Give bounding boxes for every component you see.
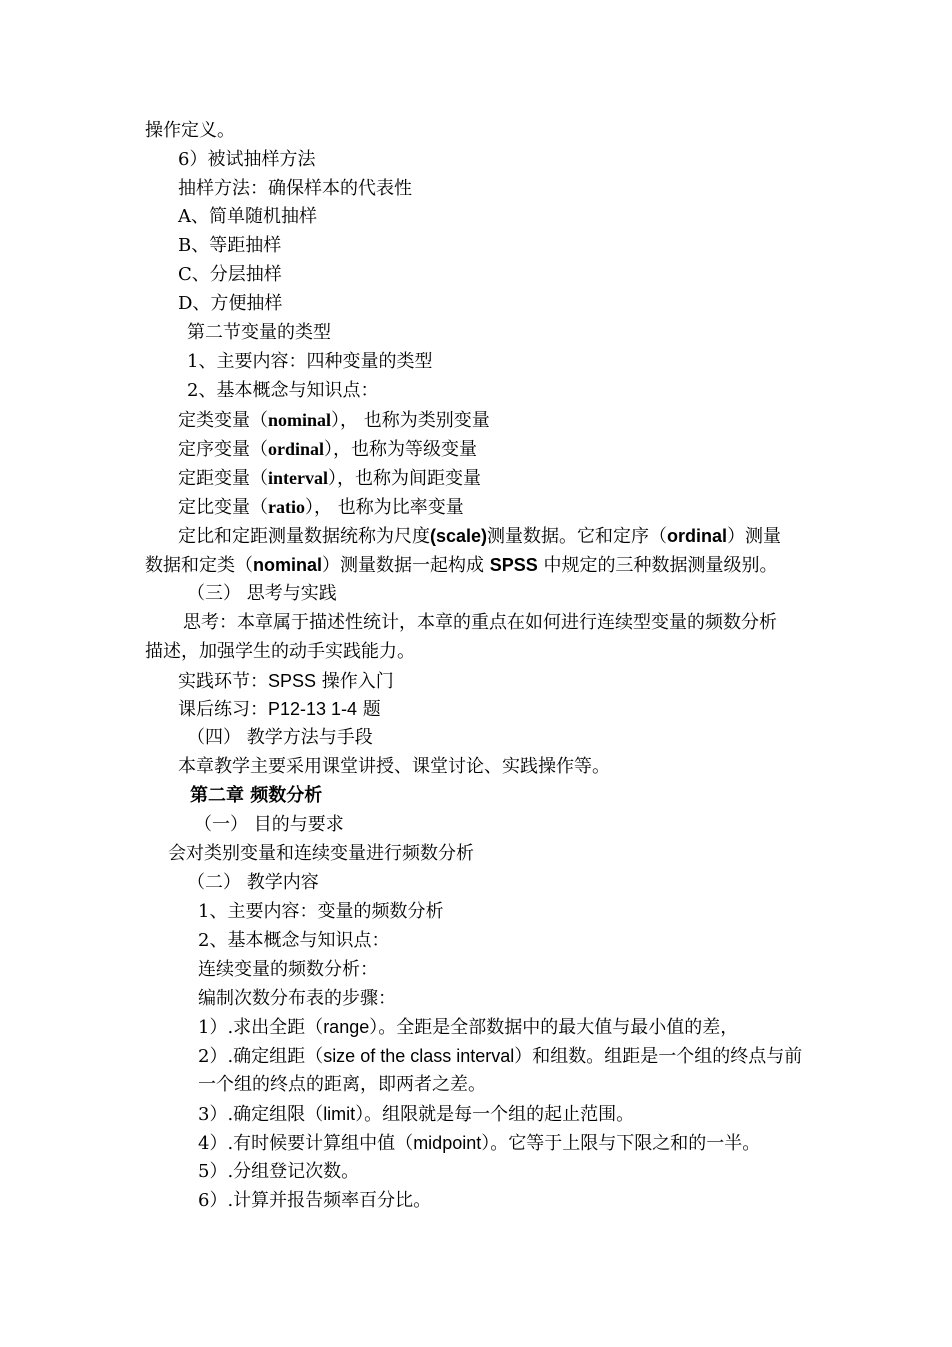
text-line: 连续变量的频数分析： <box>198 959 378 980</box>
variable-type-line: 定序变量（ordinal），也称为等级变量 <box>178 439 478 460</box>
section-heading: 第二节变量的类型 <box>187 322 331 343</box>
text-line: 会对类别变量和连续变量进行频数分析 <box>168 843 474 864</box>
chapter-title: 第二章 频数分析 <box>190 785 323 806</box>
section-heading: （四） 教学方法与手段 <box>187 727 373 748</box>
paragraph-line: 数据和定类（nominal）测量数据一起构成 SPSS 中规定的三种数据测量级别。 <box>145 555 778 576</box>
step-item: 2）.确定组距（size of the class interval）和组数。组距是一个组的终点与前 <box>198 1046 803 1067</box>
text-line: B、等距抽样 <box>178 235 282 256</box>
section-heading: （二） 教学内容 <box>187 872 319 893</box>
paragraph-line: 定比和定距测量数据统称为尺度(scale)测量数据。它和定序（ordinal）测量 <box>178 526 782 547</box>
text-line: 实践环节：SPSS 操作入门 <box>178 671 394 692</box>
text-line: C、分层抽样 <box>178 264 282 285</box>
paragraph-line: 思考：本章属于描述性统计，本章的重点在如何进行连续型变量的频数分析 <box>183 612 777 633</box>
variable-type-line: 定类变量（nominal）， 也称为类别变量 <box>178 410 490 431</box>
step-item: 3）.确定组限（limit）。组限就是每一个组的起止范围。 <box>198 1104 635 1125</box>
section-heading: （三） 思考与实践 <box>187 583 337 604</box>
step-item: 1）.求出全距（range）。全距是全部数据中的最大值与最小值的差， <box>198 1017 739 1038</box>
step-item: 6）.计算并报告频率百分比。 <box>198 1190 432 1211</box>
section-heading: （一） 目的与要求 <box>194 814 344 835</box>
step-item: 5）.分组登记次数。 <box>198 1161 360 1182</box>
variable-type-line: 定比变量（ratio）， 也称为比率变量 <box>178 497 464 518</box>
text-line: A、简单随机抽样 <box>178 206 317 227</box>
text-line: 6）被试抽样方法 <box>178 149 316 170</box>
text-line: 课后练习：P12-13 1-4 题 <box>178 699 381 720</box>
text-line: 编制次数分布表的步骤： <box>198 988 396 1009</box>
variable-type-line: 定距变量（interval），也称为间距变量 <box>178 468 481 489</box>
text-line: 操作定义。 <box>145 120 235 141</box>
text-line: D、方便抽样 <box>178 293 283 314</box>
paragraph-line: 本章教学主要采用课堂讲授、课堂讨论、实践操作等。 <box>178 756 610 777</box>
paragraph-line: 描述，加强学生的动手实践能力。 <box>145 641 415 662</box>
text-line: 抽样方法：确保样本的代表性 <box>178 178 412 199</box>
text-line: 1、主要内容：变量的频数分析 <box>198 901 444 922</box>
text-line: 1、主要内容：四种变量的类型 <box>187 351 433 372</box>
step-item: 一个组的终点的距离，即两者之差。 <box>198 1074 486 1095</box>
text-line: 2、基本概念与知识点： <box>198 930 390 951</box>
step-item: 4）.有时候要计算组中值（midpoint）。它等于上限与下限之和的一半。 <box>198 1133 761 1154</box>
text-line: 2、基本概念与知识点： <box>187 380 379 401</box>
